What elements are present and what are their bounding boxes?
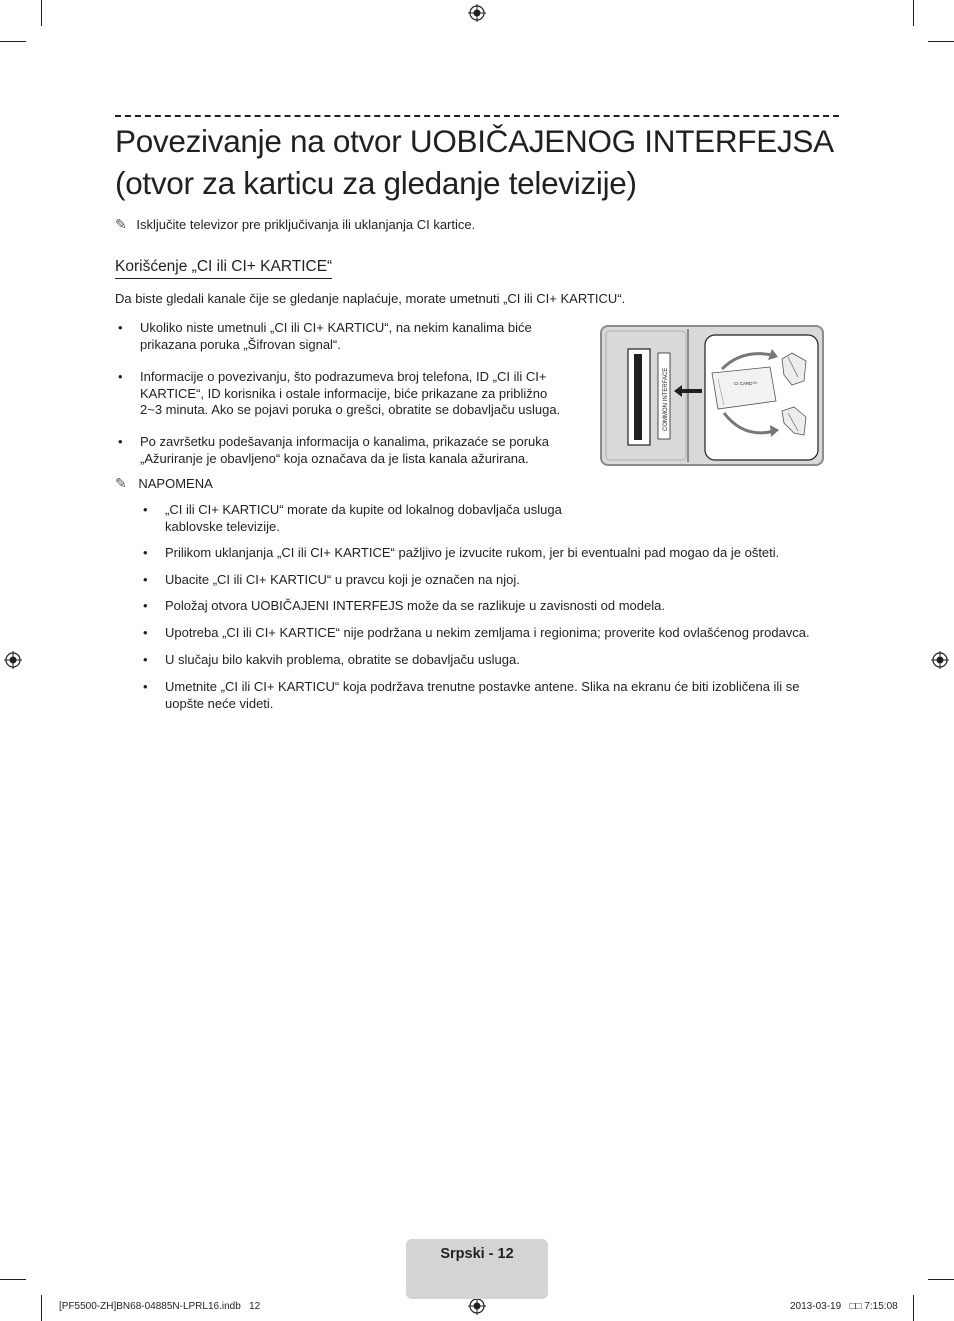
page-number: Srpski - 12 xyxy=(440,1246,514,1262)
card-label: CI CARD™ xyxy=(734,381,758,386)
crop-mark xyxy=(913,0,914,26)
crop-mark xyxy=(0,1279,26,1280)
note-bullet-item: Prilikom uklanjanja „CI ili CI+ KARTICE“ pažljivo je izvucite rukom, jer bi eventualni pad mogao da je ošteti. xyxy=(165,545,780,560)
note-bullet-marker: • xyxy=(143,652,148,667)
section-heading: Korišćenje „CI ili CI+ KARTICE“ xyxy=(115,257,332,279)
ci-slot-illustration xyxy=(600,325,824,466)
note-bullet-item: Ubacite „CI ili CI+ KARTICU“ u pravcu koji je označen na njoj. xyxy=(165,572,520,587)
top-note-text: Isključite televizor pre priključivanja ili uklanjanja CI kartice. xyxy=(136,217,476,232)
note-pencil-icon: ✎ xyxy=(115,475,127,491)
bullet-item: Po završetku podešavanja informacija o kanalima, prikazaće se poruka „Ažuriranje je obavljeno“ koja označava da je lista kanala ažurirana. xyxy=(140,434,549,466)
crop-mark xyxy=(913,1295,914,1321)
ci-slot xyxy=(634,354,642,440)
registration-mark-icon xyxy=(468,1297,486,1315)
crop-mark xyxy=(928,41,954,42)
ci-illustration-svg xyxy=(602,327,822,464)
print-file-info: [PF5500-ZH]BN68-04885N-LPRL16.indb 12 xyxy=(59,1301,261,1312)
note-bullet-marker: • xyxy=(143,502,148,517)
note-bullet-item: Upotreba „CI ili CI+ KARTICE“ nije podržana u nekim zemljama i regionima; proverite kod ovlašćenog prodavca. xyxy=(165,625,810,640)
title-divider xyxy=(115,115,839,117)
page-title-line-1: Povezivanje na otvor UOBIČAJENOG INTERFEJSA xyxy=(115,123,834,159)
bullet-marker: • xyxy=(118,434,123,449)
slot-label: COMMON INTERFACE xyxy=(663,367,669,431)
registration-mark-icon xyxy=(4,651,22,669)
ci-card xyxy=(712,367,776,409)
note-bullet-item: Položaj otvora UOBIČAJENI INTERFEJS može da se razlikuje u zavisnosti od modela. xyxy=(165,598,665,613)
page-title xyxy=(115,120,845,204)
crop-mark xyxy=(41,1295,42,1321)
note-bullet-item: Umetnite „CI ili CI+ KARTICU“ koja podržava trenutne postavke antene. Slika na ekranu će biti izobličena ili se uopšte neće videti. xyxy=(165,679,800,711)
note-label: NAPOMENA xyxy=(138,476,213,491)
note-bullet-marker: • xyxy=(143,625,148,640)
note-bullet-marker: • xyxy=(143,545,148,560)
print-date-info: 2013-03-19 □□ 7:15:08 xyxy=(790,1301,898,1312)
note-bullet-item: „CI ili CI+ KARTICU“ morate da kupite od lokalnog dobavljača usluga kablovske televizije. xyxy=(165,502,562,534)
bullet-item: Ukoliko niste umetnuli „CI ili CI+ KARTICU“, na nekim kanalima biće prikazana poruka „Šifrovan signal“. xyxy=(140,320,532,352)
crop-mark xyxy=(928,1279,954,1280)
bullet-item: Informacije o povezivanju, što podrazumeva broj telefona, ID „CI ili CI+ KARTICE“, ID korisnika i ostale informacije, biće prikazane za približno 2~3 minuta. Ako se pojavi poruka o grešci, obratite se dobavljaču usluga. xyxy=(140,369,561,417)
bullet-marker: • xyxy=(118,369,123,384)
note-heading xyxy=(115,475,213,492)
note-bullet-marker: • xyxy=(143,679,148,694)
crop-mark xyxy=(0,41,26,42)
note-bullet-item: U slučaju bilo kakvih problema, obratite se dobavljaču usluga. xyxy=(165,652,520,667)
note-pencil-icon: ✎ xyxy=(115,216,127,232)
note-bullet-marker: • xyxy=(143,572,148,587)
page-title-line-2: (otvor za karticu za gledanje televizije) xyxy=(115,165,637,201)
note-bullet-marker: • xyxy=(143,598,148,613)
registration-mark-icon xyxy=(931,651,949,669)
intro-paragraph: Da biste gledali kanale čije se gledanje naplaćuje, morate umetnuti „CI ili CI+ KARTICU“. xyxy=(115,291,626,306)
registration-mark-icon xyxy=(468,4,486,22)
crop-mark xyxy=(41,0,42,26)
top-note xyxy=(115,216,475,233)
bullet-marker: • xyxy=(118,320,123,335)
